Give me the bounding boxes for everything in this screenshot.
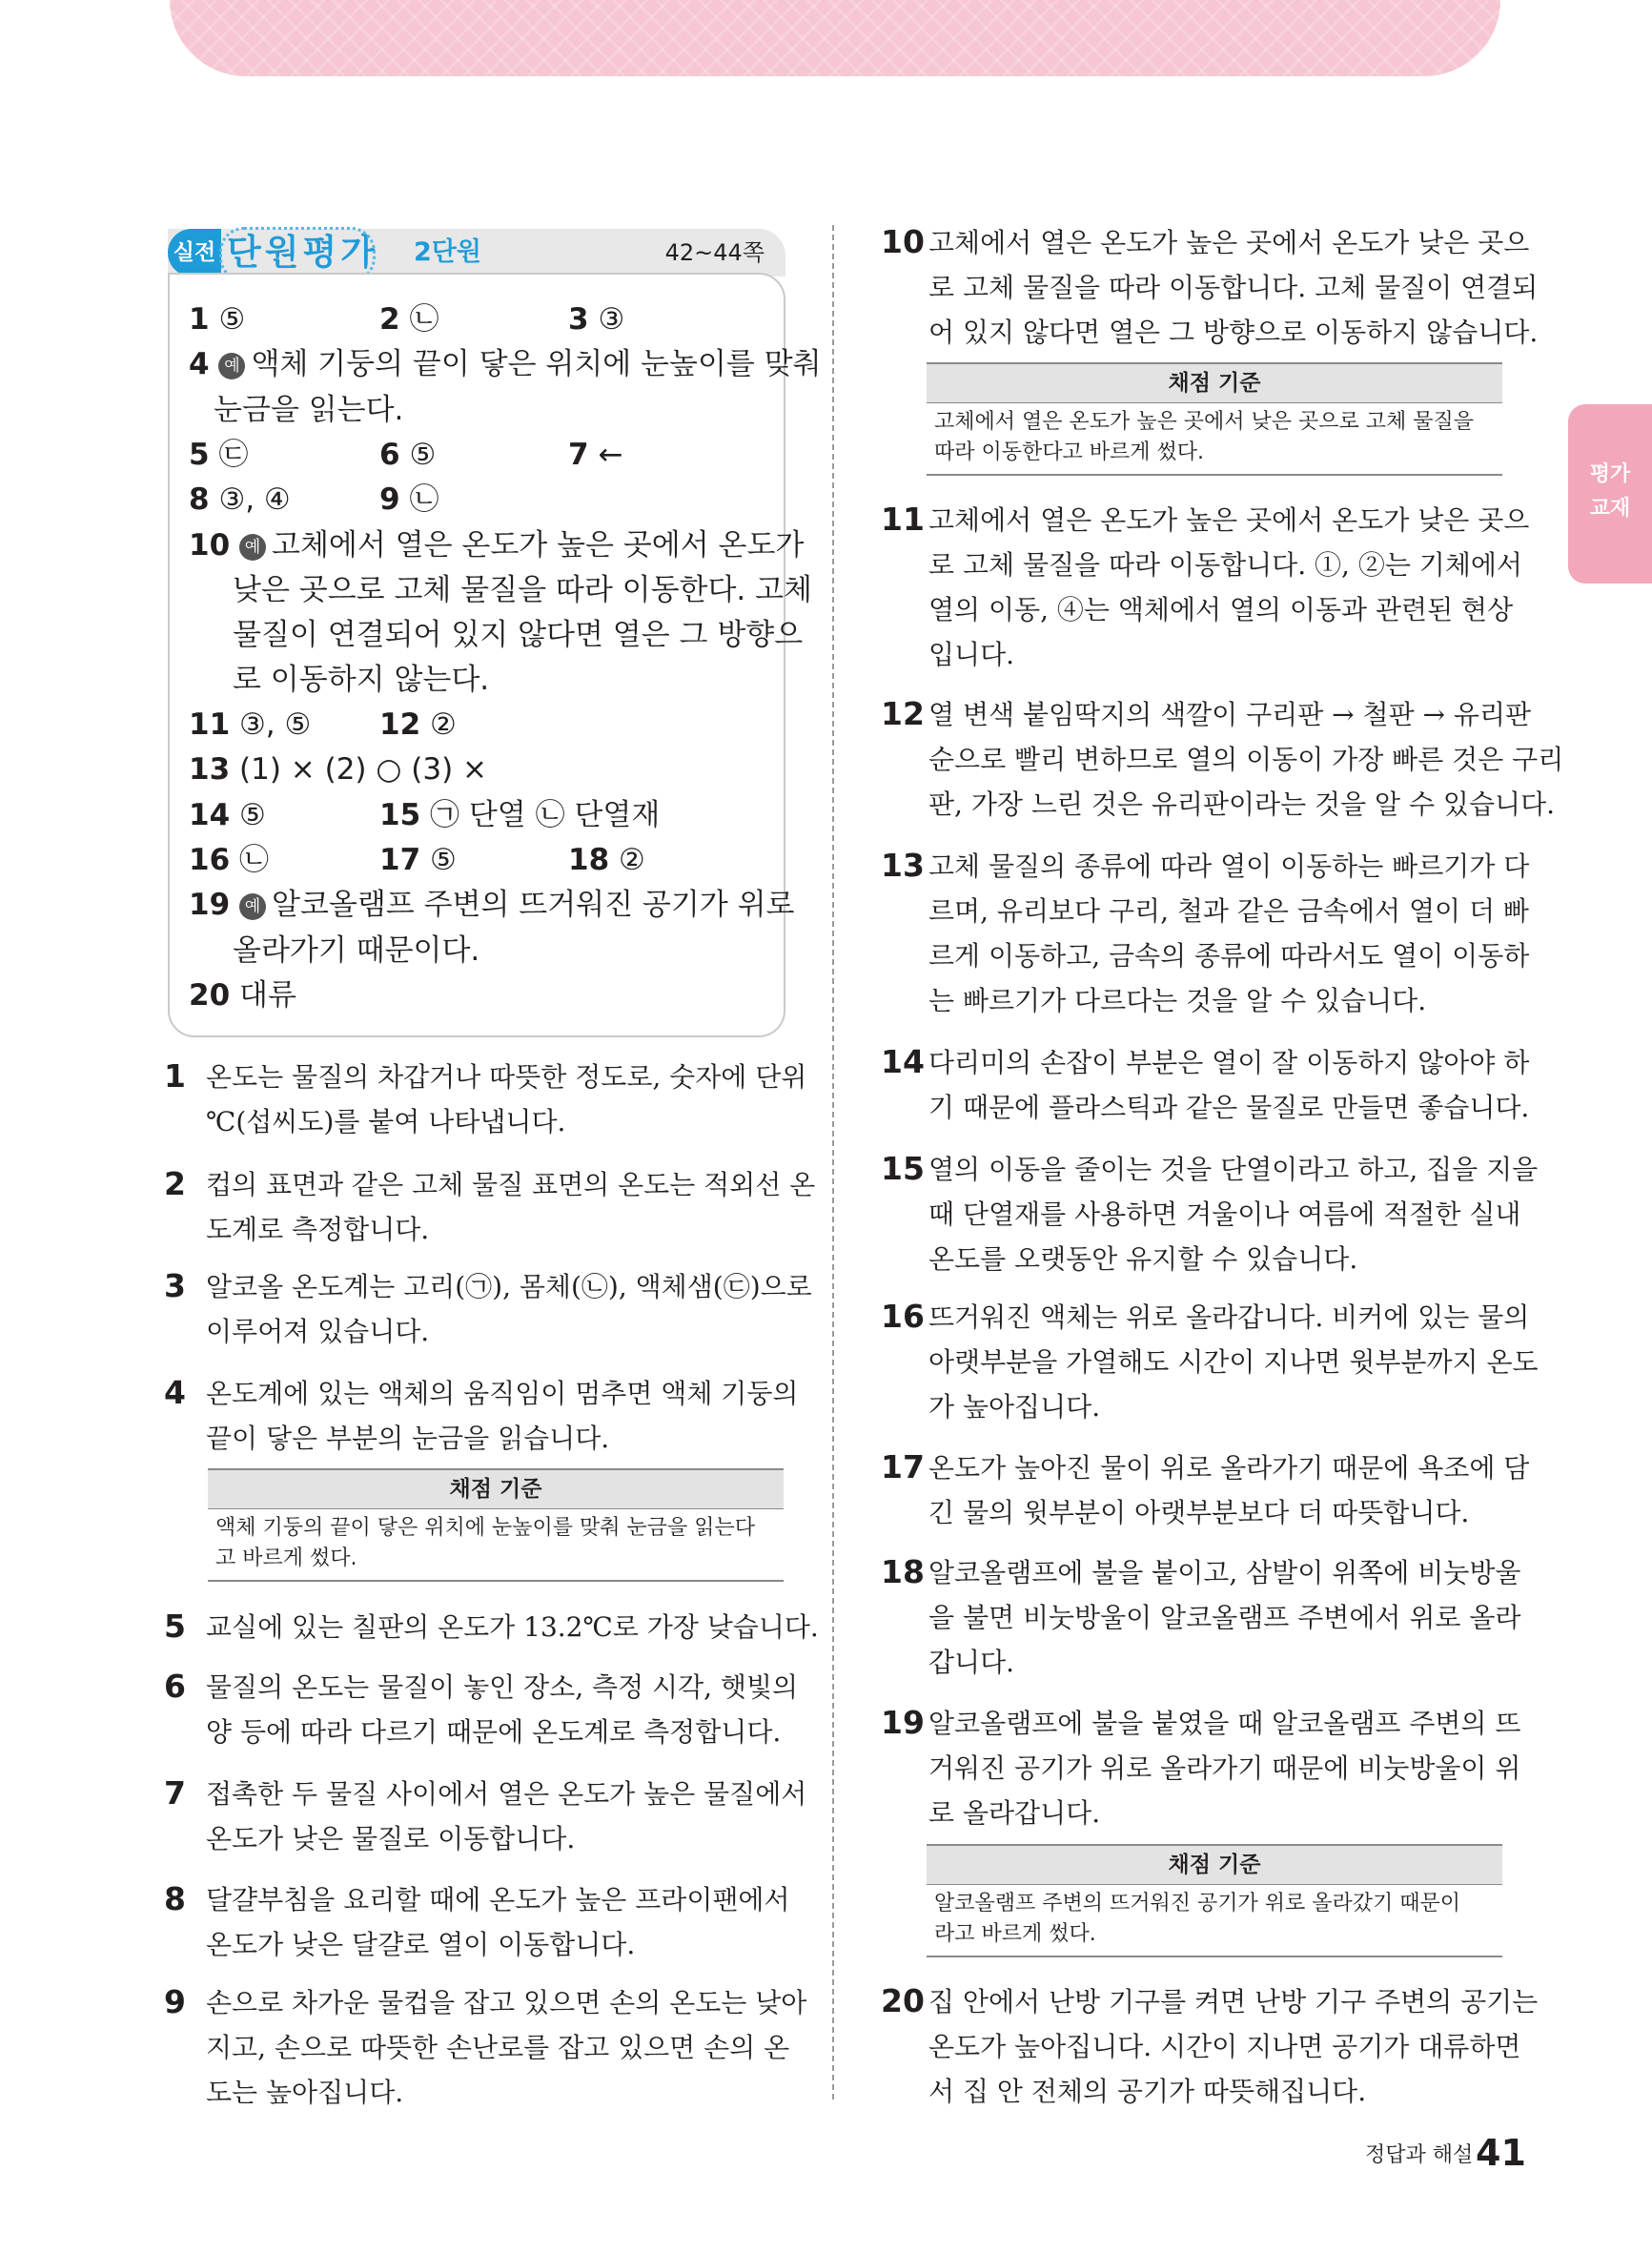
criteria-header: 채점 기준 <box>927 1846 1502 1885</box>
answer-3: 3 ③ <box>568 302 625 337</box>
answer-17: 17 ⑤ <box>379 843 457 877</box>
answer-6: 6 ⑤ <box>379 438 437 472</box>
top-banner <box>170 0 1500 76</box>
page-number: 41 <box>1476 2132 1526 2174</box>
answer-18: 18 ② <box>568 843 645 877</box>
answer-10-cont-1: 낮은 곳으로 고체 물질을 따라 이동한다. 고체 <box>233 573 813 607</box>
answer-16: 16 ㉡ <box>189 843 269 877</box>
answer-10-cont-2: 물질이 연결되어 있지 않다면 열은 그 방향으 <box>233 618 804 652</box>
answer-20: 20 대류 <box>189 978 296 1013</box>
unit-test-title-text: 단원평가 <box>227 232 378 273</box>
answer-1: 1 ⑤ <box>189 302 246 337</box>
answer-10-cont-3: 로 이동하지 않는다. <box>233 663 490 697</box>
unit-pages: 42~44쪽 <box>664 239 765 266</box>
criteria-header: 채점 기준 <box>208 1470 784 1509</box>
example-mark: 예 <box>239 893 266 920</box>
side-tab-line-1: 평가 <box>1589 462 1631 486</box>
answer-2: 2 ㉡ <box>379 302 439 337</box>
answer-7: 7 ← <box>568 438 623 472</box>
answer-12: 12 ② <box>379 707 457 742</box>
footer-label: 정답과 해설 <box>1365 2143 1474 2167</box>
answer-box-header <box>168 229 778 277</box>
answer-13: 13 (1) × (2) ○ (3) × <box>189 752 488 787</box>
unit-number: 2단원 <box>414 237 481 267</box>
answer-19-cont: 올라가기 때문이다. <box>233 933 480 968</box>
answer-4: 4 예 액체 기둥의 끝이 닿은 위치에 눈높이를 맞춰 <box>189 347 822 381</box>
answer-15: 15 ㉠ 단열 ㉡ 단열재 <box>379 798 661 832</box>
answer-19: 19 예 알코올램프 주변의 뜨거워진 공기가 위로 <box>189 888 795 922</box>
criteria-box-4: 채점 기준 액체 기둥의 끝이 닿은 위치에 눈높이를 맞춰 눈금을 읽는다 고 바르게 썼다. <box>208 1468 784 1582</box>
example-mark: 예 <box>239 534 266 561</box>
answer-5: 5 ㉢ <box>189 438 249 472</box>
criteria-box-10: 채점 기준 고체에서 열은 온도가 높은 곳에서 낮은 곳으로 고체 물질을 따라 이동한다고 바르게 썼다. <box>927 362 1502 476</box>
answer-4-cont: 눈금을 읽는다. <box>214 393 404 427</box>
column-divider <box>832 225 834 2099</box>
answer-9: 9 ㉡ <box>379 482 439 517</box>
example-mark: 예 <box>218 353 245 379</box>
answer-11: 11 ③, ⑤ <box>189 707 312 742</box>
side-tab-line-2: 교재 <box>1589 497 1631 521</box>
criteria-box-19: 채점 기준 알코올램프 주변의 뜨거워진 공기가 위로 올라갔기 때문이 라고 바르게 썼다. <box>927 1844 1502 1957</box>
criteria-header: 채점 기준 <box>927 364 1502 403</box>
answer-8: 8 ③, ④ <box>189 482 291 517</box>
practice-badge: 실전 <box>168 229 221 277</box>
answer-10: 10 예 고체에서 열은 온도가 높은 곳에서 온도가 <box>189 528 805 563</box>
side-tab-evaluation[interactable] <box>1568 404 1652 584</box>
answer-14: 14 ⑤ <box>189 798 266 832</box>
